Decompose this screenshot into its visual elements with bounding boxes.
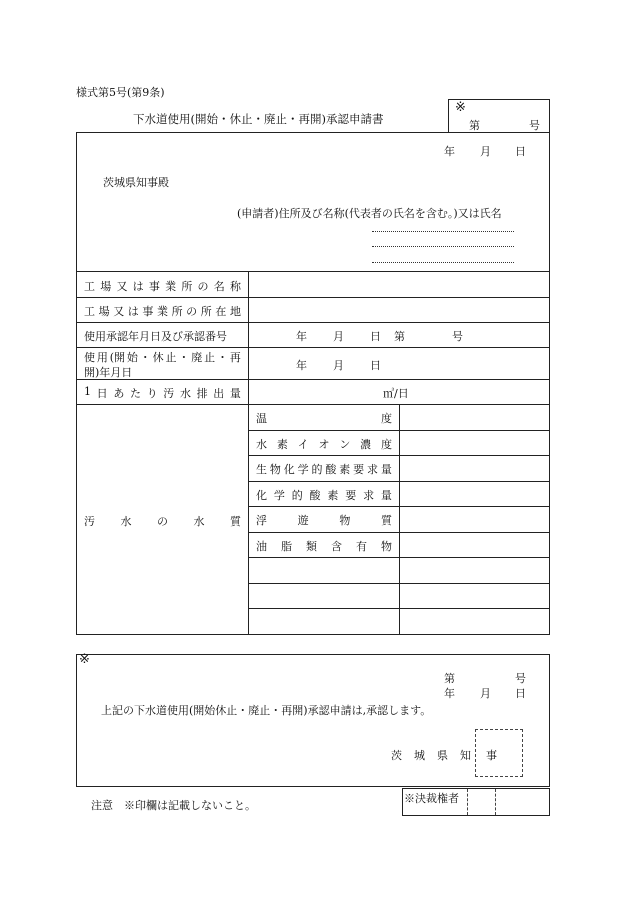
approval-date-day: 日	[370, 330, 381, 343]
usage-date-month: 月	[333, 359, 344, 372]
discharge-unit: ㎥/日	[383, 387, 409, 400]
applicant-line-1[interactable]	[372, 231, 514, 232]
water-quality-label: 汚 水 の 水 質	[84, 515, 241, 528]
wq-bod: 生 物 化 学 的 酸 素 要 求 量	[256, 463, 392, 476]
wq-ph: 水 素 イ オ ン 濃 度	[256, 438, 392, 451]
approval-day: 日	[515, 687, 526, 700]
approval-date-label: 使用承認年月日及び承認番号	[84, 330, 227, 343]
approval-signer: 茨 城 県 知	[391, 749, 471, 762]
usage-date-day: 日	[370, 359, 381, 372]
reception-go: 号	[529, 119, 540, 132]
usage-date-year: 年	[296, 359, 307, 372]
usage-date-label-line1: 使 用 (開 始 ・ 休 止 ・ 廃 止 ・ 再	[84, 351, 241, 364]
applicant-line-2[interactable]	[372, 246, 514, 247]
approval-date-year: 年	[296, 330, 307, 343]
date-year: 年	[444, 145, 455, 158]
applicant-line-3[interactable]	[372, 262, 514, 263]
date-month: 月	[480, 145, 491, 158]
date-day: 日	[515, 145, 526, 158]
usage-date-label-line2: 開)年月日	[84, 366, 133, 379]
factory-address-label: 工 場 又 は 事 業 所 の 所 在 地	[84, 305, 241, 318]
approval-mark: ※	[79, 652, 90, 667]
approval-month: 月	[480, 687, 491, 700]
seal-box[interactable]	[475, 729, 523, 777]
decision-divider-1	[467, 789, 468, 815]
approval-year: 年	[444, 687, 455, 700]
form-title: 下水道使用(開始・休止・廃止・再開)承認申請書	[133, 112, 384, 126]
wq-temperature: 温 度	[256, 412, 392, 425]
reception-mark: ※	[455, 100, 466, 115]
discharge-label: 1 日 あ た り 汚 水 排 出 量	[84, 385, 241, 400]
reception-number-box	[448, 99, 550, 133]
form-number: 様式第5号(第9条)	[76, 86, 165, 99]
approval-number-go: 号	[452, 330, 463, 343]
note-text: 注意 ※印欄は記載しないこと。	[91, 799, 256, 812]
factory-name-label: 工 場 又 は 事 業 所 の 名 称	[84, 280, 241, 293]
addressee: 茨城県知事殿	[103, 176, 169, 189]
approval-dai: 第	[444, 672, 455, 685]
reception-dai: 第	[469, 119, 480, 132]
approval-go: 号	[515, 672, 526, 685]
approval-date-month: 月	[333, 330, 344, 343]
decision-divider-2	[495, 789, 496, 815]
wq-cod: 化 学 的 酸 素 要 求 量	[256, 489, 392, 502]
approval-text: 上記の下水道使用(開始休止・廃止・再開)承認申請は,承認します。	[101, 704, 432, 717]
wq-oil-content: 油 脂 類 含 有 物	[256, 540, 392, 553]
approval-number-dai: 第	[394, 330, 405, 343]
wq-suspended-solids: 浮 遊 物 質	[256, 514, 392, 527]
decision-label: ※決裁権者	[404, 792, 459, 805]
applicant-label: (申請者)住所及び名称(代表者の氏名を含む。)又は氏名	[237, 207, 502, 220]
seal-char: 事	[486, 749, 497, 762]
